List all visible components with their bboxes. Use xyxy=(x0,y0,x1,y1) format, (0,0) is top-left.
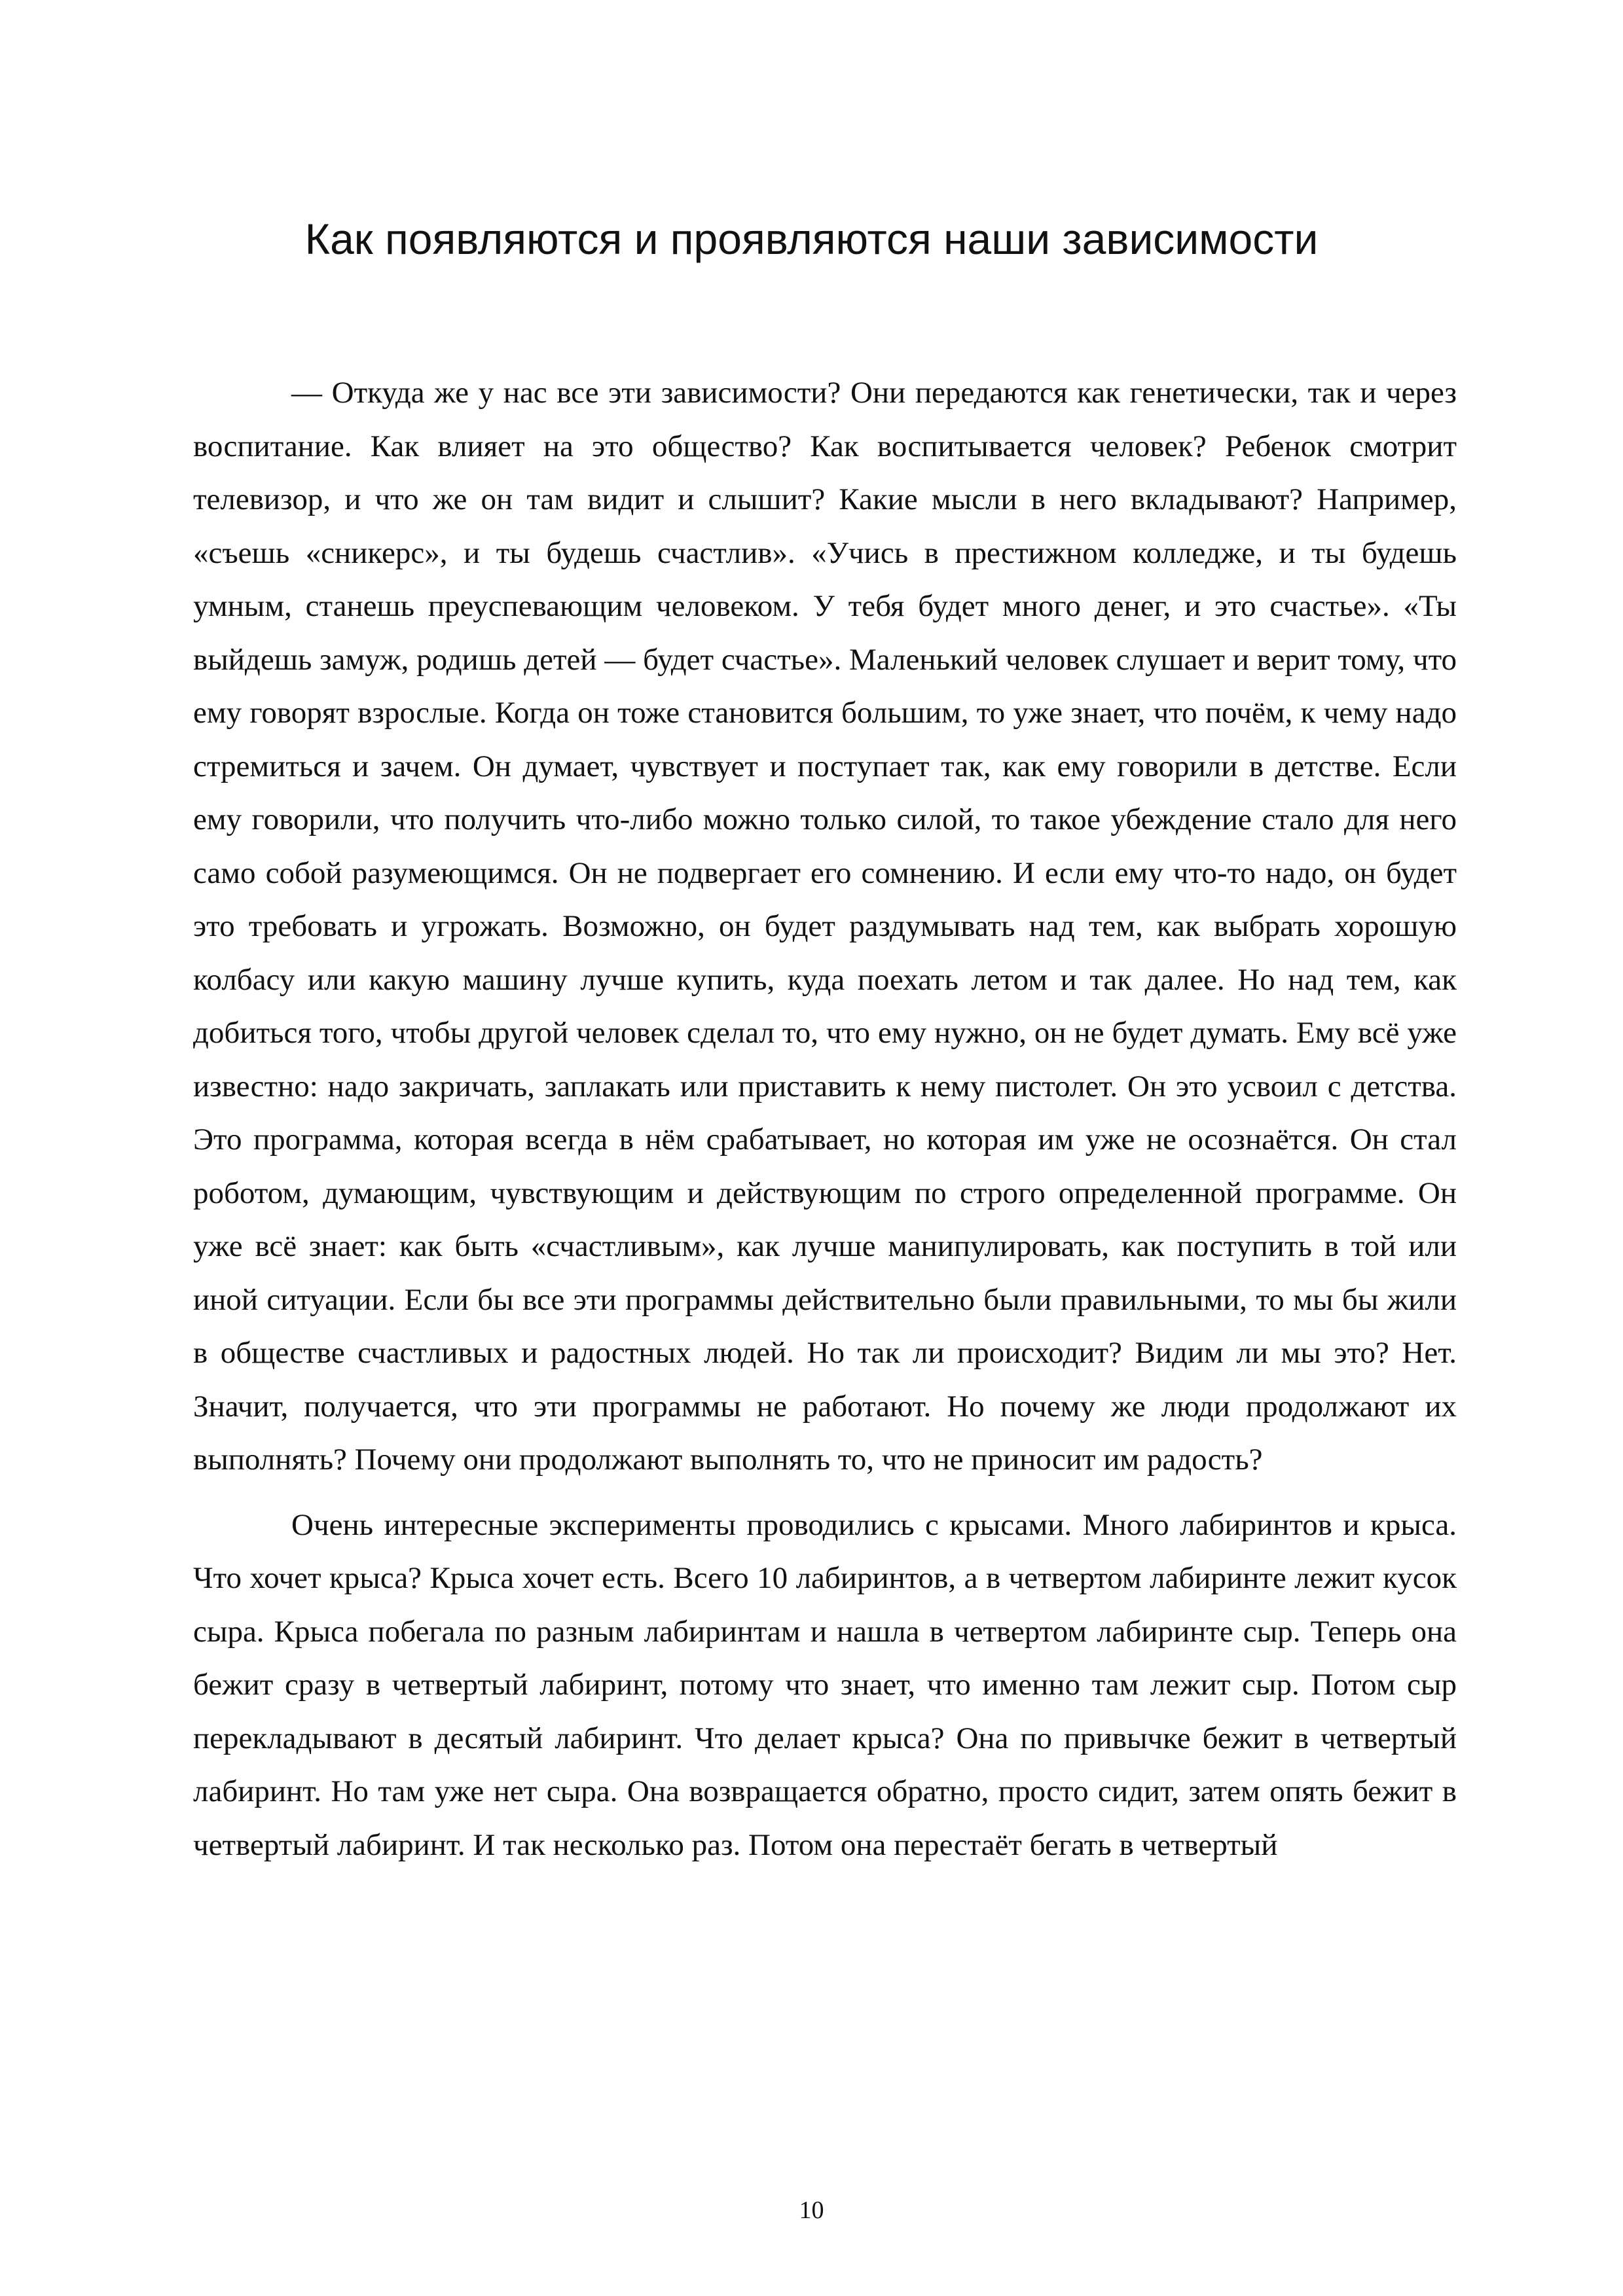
page-number: 10 xyxy=(799,2197,824,2224)
body-text xyxy=(193,367,1457,1872)
paragraph-1: — Откуда же у нас все эти зависимости? Они передаются как генетически, так и через воспитание. Как влияет на это общество? Как воспитывается человек? Ребенок смотрит телевизор, и что же он там видит и слышит? Какие мысли в него вкладывают? Например, «съешь «сникерс», и ты будешь счастлив». «Учись в престижном колледже, и ты будешь умным, станешь преуспевающим человеком. У тебя будет много денег, и это счастье». «Ты выйдешь замуж, родишь детей — будет счастье». Маленький человек слушает и верит тому, что ему говорят взрослые. Когда он тоже становится большим, то уже знает, что почём, к чему надо стремиться и зачем. Он думает, чувствует и поступает так, как ему говорили в детстве. Если ему говорили, что получить что-либо можно только силой, то такое убеждение стало для него само собой разумеющимся. Он не подвергает его сомнению. И если ему что-то надо, он будет это требовать и угрожать. Возможно, он будет раздумывать над тем, как выбрать хорошую колбасу или какую машину лучше купить, куда поехать летом и так далее. Но над тем, как добиться того, чтобы другой человек сделал то, что ему нужно, он не будет думать. Ему всё уже известно: надо закричать, заплакать или приставить к нему пистолет. Он это усвоил с детства. Это программа, которая всегда в нём срабатывает, но которая им уже не осознаётся. Он стал роботом, думающим, чувствующим и действующим по строго определенной программе. Он уже всё знает: как быть «счастливым», как лучше манипулировать, как поступить в той или иной ситуации. Если бы все эти программы действительно были правильными, то мы бы жили в обществе счастливых и радостных людей. Но так ли происходит? Видим ли мы это? Нет. Значит, получается, что эти программы не работают. Но почему же люди продолжают их выполнять? Почему они продолжают выполнять то, что не приносит им радость? xyxy=(193,376,1457,1477)
page-title: Как появляются и проявляются наши зависимости xyxy=(304,215,1319,263)
paragraph-2: Очень интересные эксперименты проводились с крысами. Много лабиринтов и крыса. Что хочет крыса? Крыса хочет есть. Всего 10 лабиринтов, а в четвертом лабиринте лежит кусок сыра. Крыса побегала по разным лабиринтам и нашла в четвертом лабиринте сыр. Теперь она бежит сразу в четвертый лабиринт, потому что знает, что именно там лежит сыр. Потом сыр перекладывают в десятый лабиринт. Что делает крыса? Она по привычке бежит в четвертый лабиринт. Но там уже нет сыра. Она возвращается обратно, просто сидит, затем опять бежит в четвертый лабиринт. И так несколько раз. Потом она перестаёт бегать в четвертый xyxy=(193,1507,1457,1862)
